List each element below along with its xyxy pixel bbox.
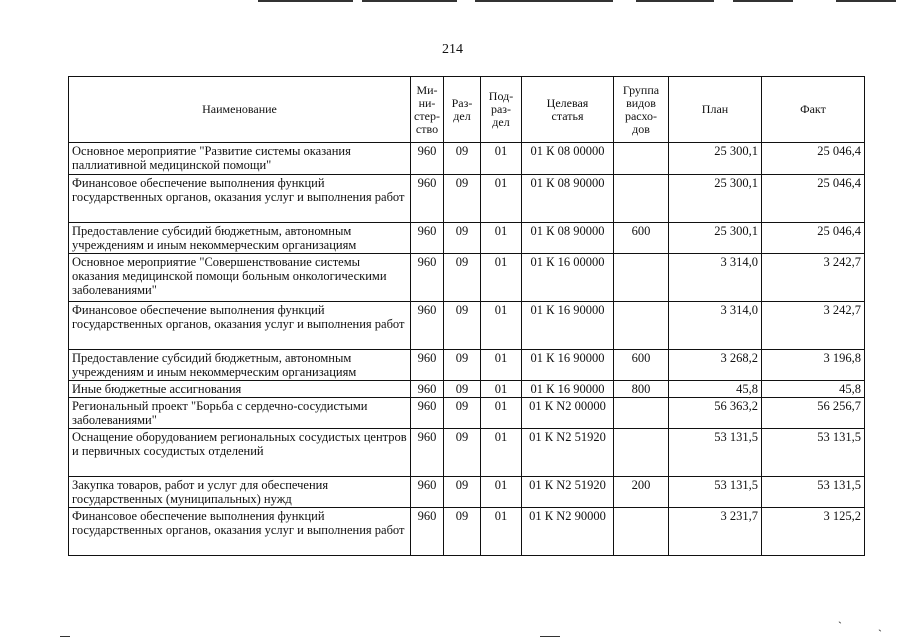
row-ministry-cell: 960 xyxy=(411,508,444,556)
page-number: 214 xyxy=(442,42,463,57)
table-row xyxy=(69,254,865,302)
row-name-cell: Предоставление субсидий бюджетным, автономным учреждениям и иным некоммерческим организациям xyxy=(69,223,411,254)
row-fact-cell: 3 242,7 xyxy=(762,302,865,350)
row-fact-cell: 53 131,5 xyxy=(762,429,865,477)
row-ministry-cell: 960 xyxy=(411,429,444,477)
scan-artifact-line xyxy=(636,0,714,2)
col-header-expense-group: Группа видов расхо- дов xyxy=(614,77,669,143)
row-fact-cell: 25 046,4 xyxy=(762,143,865,175)
row-subsection-cell: 01 xyxy=(481,254,522,302)
row-target-cell: 01 К N2 90000 xyxy=(522,508,614,556)
row-subsection-cell: 01 xyxy=(481,398,522,429)
row-expense-group-cell xyxy=(614,302,669,350)
row-ministry-cell: 960 xyxy=(411,398,444,429)
table-row xyxy=(69,302,865,350)
row-expense-group-cell: 600 xyxy=(614,350,669,381)
row-fact-cell: 25 046,4 xyxy=(762,175,865,223)
row-target-cell: 01 К 16 90000 xyxy=(522,350,614,381)
row-section-cell: 09 xyxy=(444,477,481,508)
col-header-plan: План xyxy=(669,77,762,143)
row-fact-cell: 56 256,7 xyxy=(762,398,865,429)
row-section-cell: 09 xyxy=(444,508,481,556)
row-expense-group-cell: 600 xyxy=(614,223,669,254)
row-subsection-cell: 01 xyxy=(481,381,522,398)
scan-mark: ˏ xyxy=(878,618,882,632)
row-target-cell: 01 К 08 90000 xyxy=(522,175,614,223)
row-name-cell: Основное мероприятие "Развитие системы оказания паллиативной медицинской помощи" xyxy=(69,143,411,175)
table-row xyxy=(69,477,865,508)
scan-artifact-line xyxy=(540,636,560,637)
row-name-cell: Предоставление субсидий бюджетным, автономным учреждениям и иным некоммерческим организациям xyxy=(69,350,411,381)
row-subsection-cell: 01 xyxy=(481,429,522,477)
row-ministry-cell: 960 xyxy=(411,175,444,223)
scan-mark: ˏ xyxy=(838,610,842,624)
row-expense-group-cell xyxy=(614,429,669,477)
row-plan-cell: 53 131,5 xyxy=(669,477,762,508)
budget-table xyxy=(68,76,865,556)
row-expense-group-cell: 800 xyxy=(614,381,669,398)
table-row xyxy=(69,143,865,175)
col-header-target: Целевая статья xyxy=(522,77,614,143)
row-name-cell: Закупка товаров, работ и услуг для обеспечения государственных (муниципальных) нужд xyxy=(69,477,411,508)
col-header-name: Наименование xyxy=(69,77,411,143)
table-row xyxy=(69,175,865,223)
scan-artifact-line xyxy=(362,0,457,2)
row-section-cell: 09 xyxy=(444,398,481,429)
table-row xyxy=(69,223,865,254)
row-fact-cell: 53 131,5 xyxy=(762,477,865,508)
row-name-cell: Региональный проект "Борьба с сердечно-сосудистыми заболеваниями" xyxy=(69,398,411,429)
row-plan-cell: 3 268,2 xyxy=(669,350,762,381)
row-section-cell: 09 xyxy=(444,254,481,302)
row-section-cell: 09 xyxy=(444,350,481,381)
row-section-cell: 09 xyxy=(444,223,481,254)
row-plan-cell: 25 300,1 xyxy=(669,143,762,175)
scan-artifact-line xyxy=(475,0,613,2)
row-name-cell: Финансовое обеспечение выполнения функций государственных органов, оказания услуг и выполнения работ xyxy=(69,302,411,350)
row-section-cell: 09 xyxy=(444,143,481,175)
row-plan-cell: 45,8 xyxy=(669,381,762,398)
row-expense-group-cell: 200 xyxy=(614,477,669,508)
row-name-cell: Финансовое обеспечение выполнения функций государственных органов, оказания услуг и выполнения работ xyxy=(69,508,411,556)
row-plan-cell: 25 300,1 xyxy=(669,223,762,254)
row-ministry-cell: 960 xyxy=(411,223,444,254)
table-row xyxy=(69,429,865,477)
row-subsection-cell: 01 xyxy=(481,508,522,556)
col-header-ministry: Ми- ни- стер- ство xyxy=(411,77,444,143)
row-ministry-cell: 960 xyxy=(411,477,444,508)
row-subsection-cell: 01 xyxy=(481,175,522,223)
row-target-cell: 01 К N2 51920 xyxy=(522,477,614,508)
row-subsection-cell: 01 xyxy=(481,477,522,508)
row-subsection-cell: 01 xyxy=(481,223,522,254)
row-name-cell: Основное мероприятие "Совершенствование системы оказания медицинской помощи больным онкологическими заболеваниями" xyxy=(69,254,411,302)
row-expense-group-cell xyxy=(614,143,669,175)
row-section-cell: 09 xyxy=(444,175,481,223)
row-subsection-cell: 01 xyxy=(481,302,522,350)
row-name-cell: Оснащение оборудованием региональных сосудистых центров и первичных сосудистых отделений xyxy=(69,429,411,477)
table-row xyxy=(69,508,865,556)
row-ministry-cell: 960 xyxy=(411,254,444,302)
row-expense-group-cell xyxy=(614,508,669,556)
row-fact-cell: 3 242,7 xyxy=(762,254,865,302)
row-expense-group-cell xyxy=(614,254,669,302)
col-header-subsection: Под- раз- дел xyxy=(481,77,522,143)
scan-artifact-line xyxy=(733,0,793,2)
scan-artifact-line xyxy=(60,636,70,637)
row-ministry-cell: 960 xyxy=(411,350,444,381)
row-ministry-cell: 960 xyxy=(411,381,444,398)
row-subsection-cell: 01 xyxy=(481,350,522,381)
row-target-cell: 01 К 16 90000 xyxy=(522,302,614,350)
row-fact-cell: 3 196,8 xyxy=(762,350,865,381)
row-expense-group-cell xyxy=(614,398,669,429)
row-plan-cell: 3 231,7 xyxy=(669,508,762,556)
table-row xyxy=(69,350,865,381)
table-header-row xyxy=(69,77,865,143)
row-fact-cell: 25 046,4 xyxy=(762,223,865,254)
row-plan-cell: 25 300,1 xyxy=(669,175,762,223)
row-section-cell: 09 xyxy=(444,429,481,477)
scan-artifact-line xyxy=(258,0,353,2)
row-target-cell: 01 К 08 00000 xyxy=(522,143,614,175)
row-ministry-cell: 960 xyxy=(411,143,444,175)
row-expense-group-cell xyxy=(614,175,669,223)
table-row xyxy=(69,381,865,398)
row-ministry-cell: 960 xyxy=(411,302,444,350)
row-name-cell: Иные бюджетные ассигнования xyxy=(69,381,411,398)
col-header-fact: Факт xyxy=(762,77,865,143)
row-section-cell: 09 xyxy=(444,381,481,398)
row-plan-cell: 3 314,0 xyxy=(669,302,762,350)
row-fact-cell: 45,8 xyxy=(762,381,865,398)
col-header-section: Раз- дел xyxy=(444,77,481,143)
scan-artifact-line xyxy=(836,0,896,2)
row-target-cell: 01 К 08 90000 xyxy=(522,223,614,254)
row-plan-cell: 53 131,5 xyxy=(669,429,762,477)
row-subsection-cell: 01 xyxy=(481,143,522,175)
row-section-cell: 09 xyxy=(444,302,481,350)
row-target-cell: 01 К 16 00000 xyxy=(522,254,614,302)
row-target-cell: 01 К 16 90000 xyxy=(522,381,614,398)
row-name-cell: Финансовое обеспечение выполнения функций государственных органов, оказания услуг и выполнения работ xyxy=(69,175,411,223)
row-fact-cell: 3 125,2 xyxy=(762,508,865,556)
row-target-cell: 01 К N2 00000 xyxy=(522,398,614,429)
table-row xyxy=(69,398,865,429)
row-plan-cell: 3 314,0 xyxy=(669,254,762,302)
row-plan-cell: 56 363,2 xyxy=(669,398,762,429)
row-target-cell: 01 К N2 51920 xyxy=(522,429,614,477)
